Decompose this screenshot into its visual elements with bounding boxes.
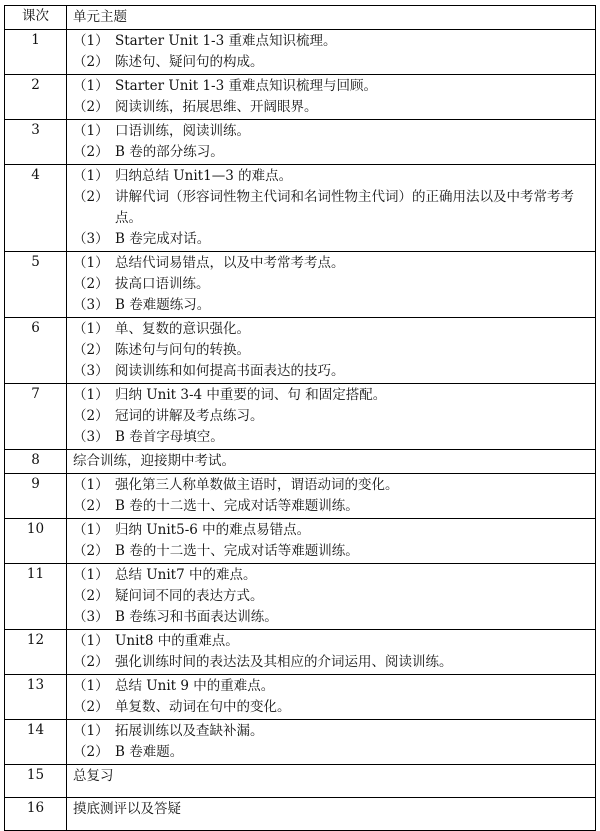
item-text: B 卷的十二选十、完成对话等难题训练。: [115, 498, 359, 514]
item-text: 总结 Unit7 中的难点。: [115, 567, 257, 583]
topic-item: [73, 340, 589, 361]
item-text: 强化训练时间的表达法及其相应的介词运用、阅读训练。: [115, 654, 453, 670]
topic-item: [73, 565, 589, 586]
topic-item: [73, 97, 589, 118]
lesson-number: 1: [5, 30, 67, 75]
lesson-topic: [67, 384, 596, 450]
table-row: [5, 30, 596, 75]
item-text: 单、复数的意识强化。: [115, 321, 250, 337]
topic-item: [73, 142, 589, 163]
topic-item: [73, 520, 589, 541]
lesson-number: 7: [5, 384, 67, 450]
lesson-number: 6: [5, 318, 67, 384]
lesson-topic: [67, 318, 596, 384]
item-number: （2）: [73, 54, 109, 70]
topic-item: [73, 676, 589, 697]
topic-item: [73, 631, 589, 652]
item-number: （3）: [73, 609, 109, 625]
syllabus-table: [4, 5, 596, 831]
item-number: （2）: [73, 699, 109, 715]
item-text: 拔高口语训练。: [115, 276, 210, 292]
item-text: 强化第三人称单数做主语时，谓语动词的变化。: [115, 477, 399, 493]
topic-item: [73, 607, 589, 628]
item-text: Unit8 中的重难点。: [115, 633, 239, 649]
lesson-number: 14: [5, 720, 67, 765]
lesson-topic: [67, 564, 596, 630]
lesson-topic: [67, 30, 596, 75]
item-text: 阅读训练和如何提高书面表达的技巧。: [115, 363, 345, 379]
item-number: （1）: [73, 633, 109, 649]
table-row: [5, 318, 596, 384]
topic-text: 摸底测评以及答疑: [73, 801, 181, 817]
lesson-topic: [67, 675, 596, 720]
topic-item: [73, 253, 589, 274]
topic-item: [73, 385, 589, 406]
topic-item: [73, 76, 589, 97]
item-number: （1）: [73, 567, 109, 583]
lesson-number: 8: [5, 450, 67, 474]
lesson-number: 16: [5, 798, 67, 831]
topic-item: [73, 319, 589, 340]
table-row: [5, 765, 596, 798]
table-row: [5, 165, 596, 252]
lesson-topic: [67, 474, 596, 519]
item-text: Starter Unit 1-3 重难点知识梳理与回顾。: [115, 78, 377, 94]
lesson-topic: [67, 765, 596, 798]
lesson-number: 10: [5, 519, 67, 564]
item-text: 疑问词不同的表达方式。: [115, 588, 264, 604]
topic-item: [73, 742, 589, 763]
lesson-number: 15: [5, 765, 67, 798]
item-text: B 卷的部分练习。: [115, 144, 224, 160]
lesson-number: 9: [5, 474, 67, 519]
topic-item: [73, 166, 589, 187]
topic-text: 综合训练，迎接期中考试。: [73, 453, 235, 469]
topic-item: [73, 652, 589, 673]
lesson-number: 3: [5, 120, 67, 165]
table-row: [5, 120, 596, 165]
item-number: （3）: [73, 297, 109, 313]
topic-item: [73, 361, 589, 382]
table-row: [5, 675, 596, 720]
item-text: 总结 Unit 9 中的重难点。: [115, 678, 275, 694]
item-text: 归纳总结 Unit1—3 的难点。: [115, 168, 293, 184]
topic-item: [73, 475, 589, 496]
table-row: [5, 564, 596, 630]
item-text: 口语训练，阅读训练。: [115, 123, 250, 139]
item-text: 冠词的讲解及考点练习。: [115, 408, 264, 424]
topic-item: [73, 406, 589, 427]
header-row: [5, 6, 596, 30]
topic-item: [73, 721, 589, 742]
item-number: （2）: [73, 543, 109, 559]
item-number: （1）: [73, 321, 109, 337]
table-row: [5, 798, 596, 831]
lesson-number: 4: [5, 165, 67, 252]
item-text: B 卷首字母填空。: [115, 429, 224, 445]
item-number: （1）: [73, 387, 109, 403]
item-number: （1）: [73, 33, 109, 49]
table-body: [5, 6, 596, 831]
item-number: （2）: [73, 498, 109, 514]
topic-text: 总复习: [73, 768, 114, 784]
item-text: 单复数、动词在句中的变化。: [115, 699, 291, 715]
table-row: [5, 519, 596, 564]
table-row: [5, 474, 596, 519]
table-row: [5, 450, 596, 474]
lesson-topic: [67, 720, 596, 765]
item-number: （2）: [73, 744, 109, 760]
item-number: （1）: [73, 678, 109, 694]
topic-item: [73, 427, 589, 448]
item-number: （2）: [73, 408, 109, 424]
topic-item: [73, 586, 589, 607]
table-row: [5, 252, 596, 318]
item-text: 讲解代词（形容词性物主代词和名词性物主代词）的正确用法以及中考常考考点。: [115, 189, 574, 226]
item-number: （1）: [73, 522, 109, 538]
topic-item: [73, 52, 589, 73]
item-number: （1）: [73, 477, 109, 493]
topic-item: [73, 274, 589, 295]
header-topic: 单元主题: [67, 6, 596, 30]
item-text: B 卷练习和书面表达训练。: [115, 609, 278, 625]
topic-item: [73, 187, 589, 229]
lesson-topic: [67, 519, 596, 564]
item-number: （1）: [73, 255, 109, 271]
topic-item: [73, 31, 589, 52]
item-number: （2）: [73, 654, 109, 670]
item-text: B 卷难题。: [115, 744, 184, 760]
table-row: [5, 75, 596, 120]
item-number: （2）: [73, 189, 109, 205]
lesson-topic: [67, 120, 596, 165]
topic-item: [73, 229, 589, 250]
item-number: （1）: [73, 168, 109, 184]
item-number: （3）: [73, 231, 109, 247]
item-number: （3）: [73, 429, 109, 445]
topic-item: [73, 121, 589, 142]
item-text: 归纳 Unit 3-4 中重要的词、句 和固定搭配。: [115, 387, 387, 403]
item-text: 陈述句与问句的转换。: [115, 342, 250, 358]
topic-item: [73, 496, 589, 517]
table-row: [5, 720, 596, 765]
lesson-number: 11: [5, 564, 67, 630]
topic-item: [73, 697, 589, 718]
item-text: Starter Unit 1-3 重难点知识梳理。: [115, 33, 337, 49]
lesson-number: 2: [5, 75, 67, 120]
item-text: B 卷完成对话。: [115, 231, 211, 247]
lesson-topic: [67, 252, 596, 318]
item-number: （2）: [73, 144, 109, 160]
item-number: （2）: [73, 276, 109, 292]
lesson-topic: [67, 798, 596, 831]
item-number: （2）: [73, 342, 109, 358]
item-text: 归纳 Unit5-6 中的难点易错点。: [115, 522, 311, 538]
item-text: B 卷难题练习。: [115, 297, 211, 313]
table-row: [5, 384, 596, 450]
topic-item: [73, 541, 589, 562]
header-lesson: 课次: [5, 6, 67, 30]
topic-item: [73, 295, 589, 316]
item-number: （1）: [73, 123, 109, 139]
item-text: B 卷的十二选十、完成对话等难题训练。: [115, 543, 359, 559]
lesson-number: 12: [5, 630, 67, 675]
item-number: （2）: [73, 588, 109, 604]
lesson-number: 13: [5, 675, 67, 720]
item-number: （3）: [73, 363, 109, 379]
lesson-topic: [67, 165, 596, 252]
item-text: 阅读训练，拓展思维、开阔眼界。: [115, 99, 318, 115]
item-text: 陈述句、疑问句的构成。: [115, 54, 264, 70]
lesson-topic: [67, 450, 596, 474]
item-number: （2）: [73, 99, 109, 115]
item-text: 总结代词易错点，以及中考常考考点。: [115, 255, 345, 271]
item-number: （1）: [73, 78, 109, 94]
lesson-topic: [67, 75, 596, 120]
item-number: （1）: [73, 723, 109, 739]
item-text: 拓展训练以及查缺补漏。: [115, 723, 264, 739]
lesson-topic: [67, 630, 596, 675]
table-row: [5, 630, 596, 675]
lesson-number: 5: [5, 252, 67, 318]
